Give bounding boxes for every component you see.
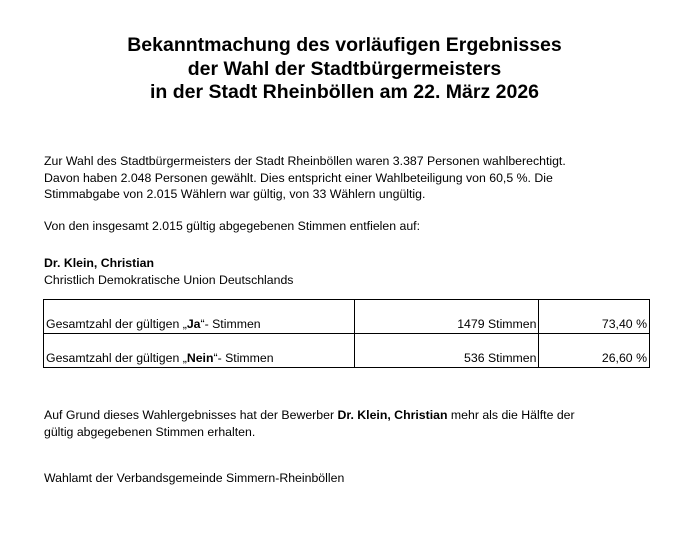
conclusion-prefix: Auf Grund dieses Wahlergebnisses hat der Bewerber: [44, 408, 338, 422]
label-prefix: Gesamtzahl der gültigen „: [46, 317, 187, 331]
candidate-party: Christlich Demokratische Union Deutschlands: [44, 272, 294, 287]
label-suffix: “- Stimmen: [213, 351, 274, 365]
conclusion-line-1: [44, 407, 664, 424]
conclusion-paragraph: [44, 407, 664, 440]
table-row: [44, 334, 650, 368]
votes-intro: Von den insgesamt 2.015 gültig abgegebenen Stimmen entfielen auf:: [44, 219, 421, 233]
label-bold: Nein: [186, 351, 214, 365]
label-prefix: Gesamtzahl der gültigen „: [46, 351, 187, 365]
document-title: [0, 34, 689, 105]
result-percent: 73,40 %: [539, 300, 650, 334]
result-votes: 1479 Stimmen: [355, 300, 539, 334]
conclusion-candidate: Dr. Klein, Christian: [337, 408, 448, 422]
intro-line-3: Stimmabgabe von 2.015 Wählern war gültig, von 33 Wählern ungültig.: [44, 187, 426, 201]
intro-paragraph: [44, 153, 664, 203]
label-suffix: “- Stimmen: [200, 317, 261, 331]
title-line-3: in der Stadt Rheinböllen am 22. März 2026: [149, 81, 540, 103]
intro-line-1: Zur Wahl des Stadtbürgermeisters der Stadt Rheinböllen waren 3.387 Personen wahlberechtigt.: [44, 154, 566, 168]
intro-line-2: Davon haben 2.048 Personen gewählt. Dies entspricht einer Wahlbeteiligung von 60,5 %. Die: [44, 170, 553, 185]
results-table: [43, 299, 650, 368]
result-label: [44, 334, 355, 368]
conclusion-line-2: gültig abgegebenen Stimmen erhalten.: [44, 424, 256, 439]
title-line-1: Bekanntmachung des vorläufigen Ergebnisses: [127, 34, 562, 56]
footer-authority: Wahlamt der Verbandsgemeinde Simmern-Rheinböllen: [44, 471, 345, 485]
candidate-name: Dr. Klein, Christian: [44, 256, 155, 270]
title-line-2: der Wahl der Stadtbürgermeisters: [187, 57, 502, 80]
candidate-block: [44, 255, 664, 288]
conclusion-suffix: mehr als die Hälfte der: [447, 408, 575, 422]
result-label: [44, 300, 355, 334]
result-votes: 536 Stimmen: [355, 334, 539, 368]
result-percent: 26,60 %: [539, 334, 650, 368]
table-row: [44, 300, 650, 334]
label-bold: Ja: [186, 317, 201, 331]
